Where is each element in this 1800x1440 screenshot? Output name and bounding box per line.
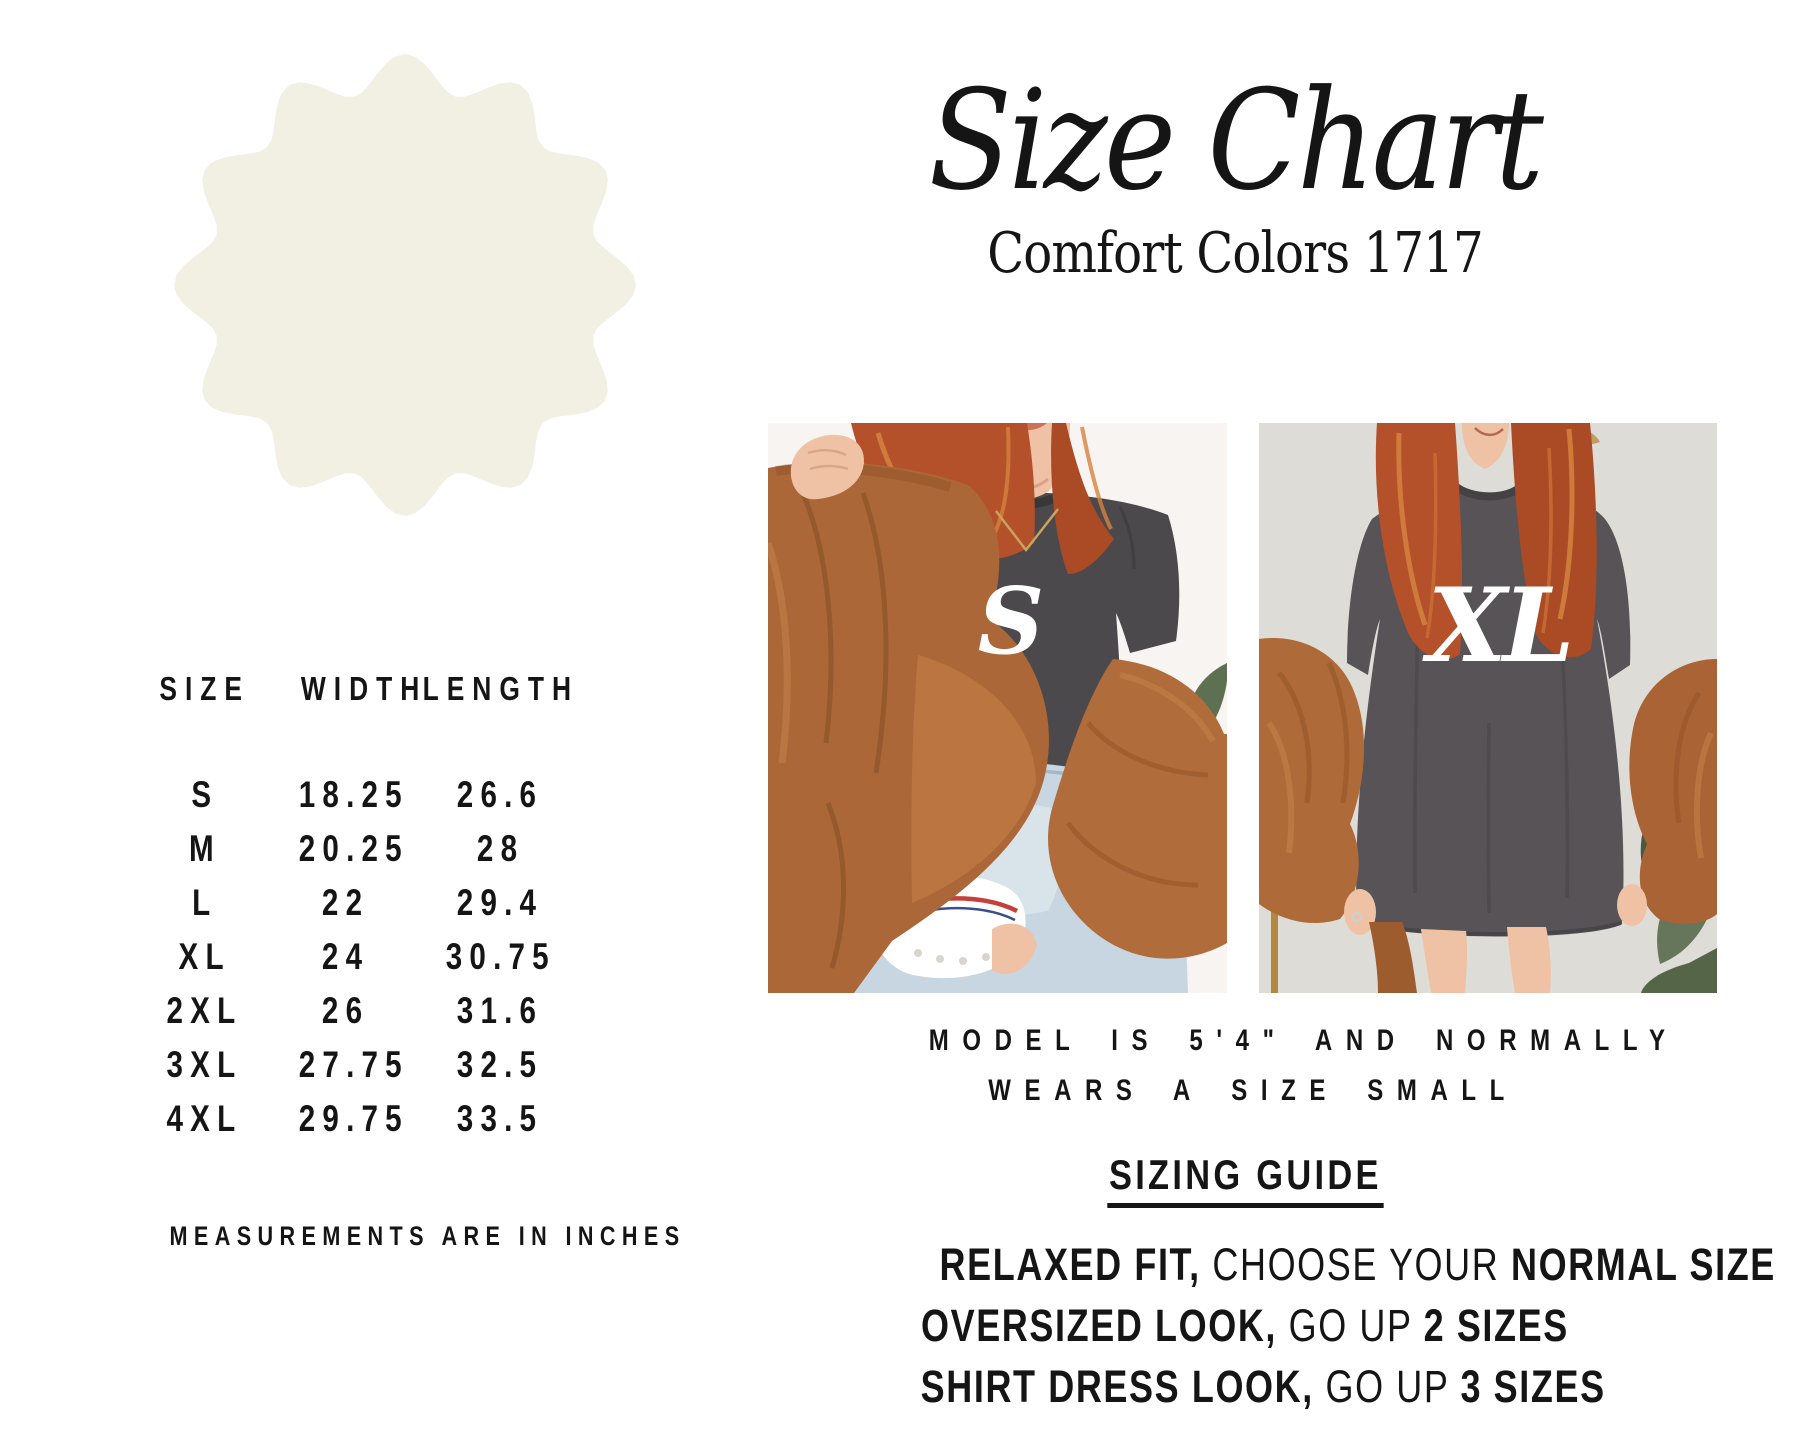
guide-segment: GO UP	[1277, 1300, 1424, 1352]
guide-segment: CHOOSE YOUR	[1200, 1239, 1511, 1291]
sizing-guide-line-relaxed	[835, 1234, 1776, 1295]
size-cell: S	[191, 774, 218, 815]
scallop-badge	[170, 50, 640, 520]
sizing-guide	[835, 1151, 1776, 1417]
width-cell: 20.25	[298, 828, 409, 869]
width-cell: 29.75	[298, 1098, 409, 1139]
header	[835, 48, 1635, 287]
length-cell: 30.75	[445, 936, 556, 977]
size-cell: 2XL	[166, 990, 243, 1031]
length-cell: 31.6	[457, 990, 544, 1031]
model-photo-s-illustration	[768, 423, 1227, 993]
sizing-guide-line-oversized	[835, 1295, 1655, 1356]
shirt-size-letter: XL	[1427, 566, 1571, 686]
width-column-header: WIDTH	[300, 670, 428, 707]
model-caption-line1: MODEL IS 5'4" AND NORMALLY	[928, 1024, 1679, 1057]
size-column-header: SIZE	[159, 670, 251, 707]
length-cell: 29.4	[457, 882, 544, 923]
scallop-badge-path	[174, 54, 636, 516]
sizing-guide-line-shirt-dress	[835, 1356, 1655, 1417]
guide-segment: RELAXED FIT,	[939, 1239, 1201, 1291]
size-cell: XL	[178, 936, 231, 977]
table-row	[115, 1092, 595, 1146]
width-cell: 27.75	[298, 1044, 409, 1085]
width-cell: 22	[321, 882, 370, 923]
width-cell: 18.25	[298, 774, 409, 815]
table-row	[115, 822, 595, 876]
model-caption-line2: WEARS A SIZE SMALL	[988, 1074, 1519, 1107]
guide-segment: 2 SIZES	[1423, 1300, 1569, 1352]
length-cell: 26.6	[457, 774, 544, 815]
sizing-guide-heading: SIZING GUIDE	[1107, 1152, 1383, 1208]
model-photo-size-s	[768, 423, 1227, 993]
sizing-guide-lines	[835, 1234, 1776, 1417]
size-cell: M	[188, 828, 221, 869]
length-cell: 33.5	[457, 1098, 544, 1139]
table-row	[115, 930, 595, 984]
table-row	[115, 768, 595, 822]
length-cell: 32.5	[457, 1044, 544, 1085]
model-photo-xl-illustration	[1259, 423, 1717, 993]
width-cell: 26	[321, 990, 370, 1031]
guide-segment: NORMAL SIZE	[1510, 1239, 1776, 1291]
size-table-header-row	[115, 668, 595, 710]
size-cell: 3XL	[166, 1044, 243, 1085]
size-table-body	[115, 768, 595, 1146]
width-cell: 24	[321, 936, 370, 977]
model-photo-size-xl	[1259, 423, 1717, 993]
length-cell: 28	[476, 828, 525, 869]
length-column-header: LENGTH	[422, 670, 580, 707]
size-cell: L	[191, 882, 218, 923]
guide-segment: SHIRT DRESS LOOK,	[920, 1361, 1314, 1413]
table-row	[115, 876, 595, 930]
model-caption	[835, 1016, 1679, 1116]
page-title: Size Chart	[929, 60, 1541, 221]
shirt-size-letter: S	[977, 567, 1045, 675]
guide-segment: 3 SIZES	[1460, 1361, 1606, 1413]
size-table	[115, 668, 595, 1146]
size-cell: 4XL	[166, 1098, 243, 1139]
table-row	[115, 1038, 595, 1092]
guide-segment: OVERSIZED LOOK,	[921, 1300, 1278, 1352]
guide-segment: GO UP	[1313, 1361, 1461, 1413]
table-row	[115, 984, 595, 1038]
measurements-note: MEASUREMENTS ARE IN INCHES	[169, 1221, 686, 1251]
page-subtitle: Comfort Colors 1717	[987, 221, 1483, 287]
